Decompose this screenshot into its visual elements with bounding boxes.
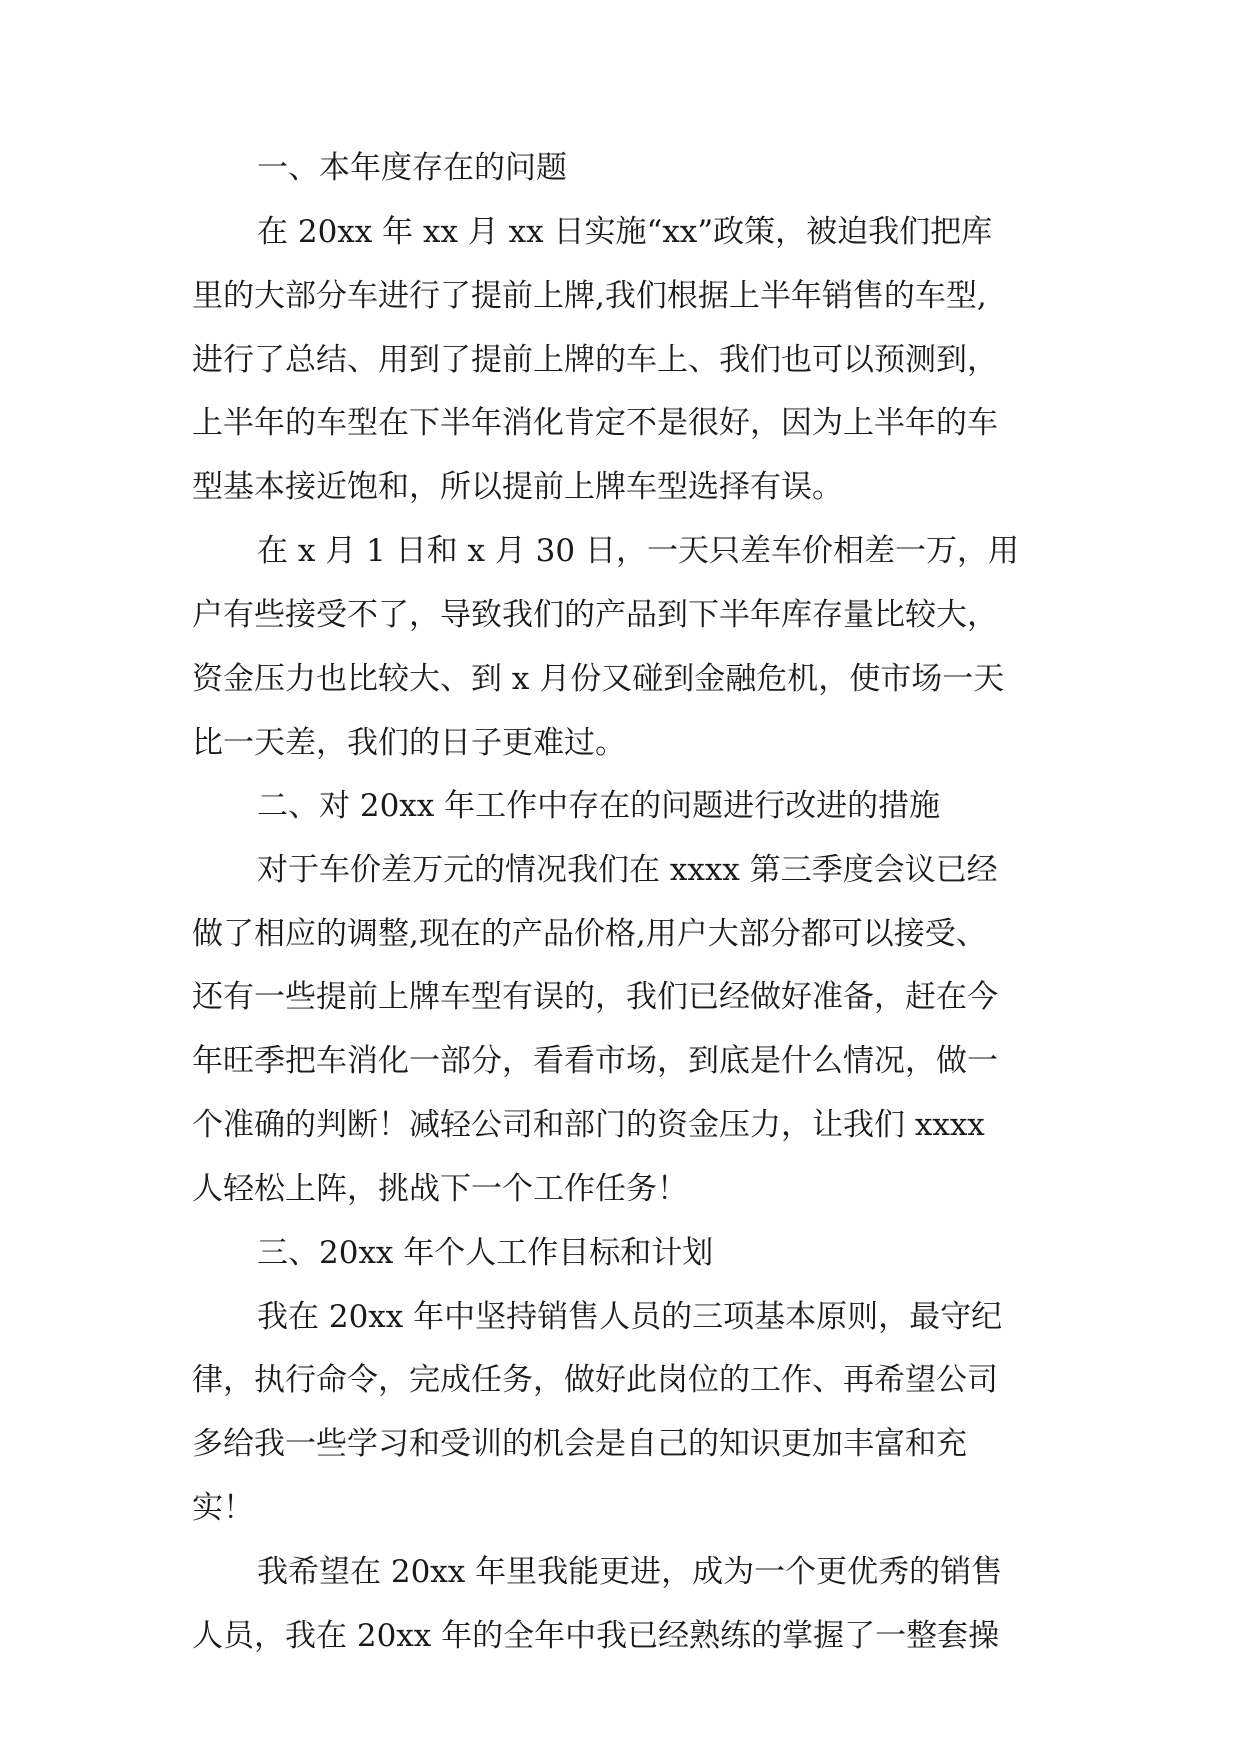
paragraph-line: 做了相应的调整,现在的产品价格,用户大部分都可以接受、 [192, 916, 987, 952]
heading-1: 一、本年度存在的问题 [257, 150, 567, 186]
paragraph-line: 人轻松上阵，挑战下一个工作任务！ [192, 1171, 688, 1207]
paragraph-line: 型基本接近饱和，所以提前上牌车型选择有误。 [192, 469, 843, 505]
paragraph-line: 在 x 月 1 日和 x 月 30 日，一天只差车价相差一万，用 [257, 533, 1019, 569]
paragraph-line: 个准确的判断！减轻公司和部门的资金压力，让我们 xxxx [192, 1107, 985, 1143]
paragraph-line: 比一天差，我们的日子更难过。 [192, 725, 626, 761]
paragraph-line: 还有一些提前上牌车型有误的，我们已经做好准备，赶在今 [192, 979, 998, 1015]
paragraph-line: 在 20xx 年 xx 月 xx 日实施“xx”政策，被迫我们把库 [257, 214, 993, 250]
paragraph-line: 我希望在 20xx 年里我能更进，成为一个更优秀的销售 [257, 1554, 1003, 1590]
paragraph-line: 对于车价差万元的情况我们在 xxxx 第三季度会议已经 [257, 852, 998, 888]
paragraph-line: 律，执行命令，完成任务，做好此岗位的工作、再希望公司 [192, 1362, 998, 1398]
paragraph-line: 资金压力也比较大、到 x 月份又碰到金融危机，使市场一天 [192, 661, 1005, 697]
heading-3: 三、20xx 年个人工作目标和计划 [257, 1235, 714, 1271]
paragraph-line: 进行了总结、用到了提前上牌的车上、我们也可以预测到， [192, 342, 998, 378]
paragraph-line: 上半年的车型在下半年消化肯定不是很好，因为上半年的车 [192, 405, 998, 441]
heading-2: 二、对 20xx 年工作中存在的问题进行改进的措施 [257, 788, 941, 824]
paragraph-line: 里的大部分车进行了提前上牌,我们根据上半年销售的车型, [192, 278, 987, 314]
paragraph-line: 人员，我在 20xx 年的全年中我已经熟练的掌握了一整套操 [192, 1618, 1000, 1654]
paragraph-line: 实！ [192, 1490, 254, 1526]
paragraph-line: 我在 20xx 年中坚持销售人员的三项基本原则，最守纪 [257, 1299, 1003, 1335]
paragraph-line: 户有些接受不了，导致我们的产品到下半年库存量比较大， [192, 597, 998, 633]
paragraph-line: 年旺季把车消化一部分，看看市场，到底是什么情况，做一 [192, 1043, 998, 1079]
paragraph-line: 多给我一些学习和受训的机会是自己的知识更加丰富和充 [192, 1426, 967, 1462]
